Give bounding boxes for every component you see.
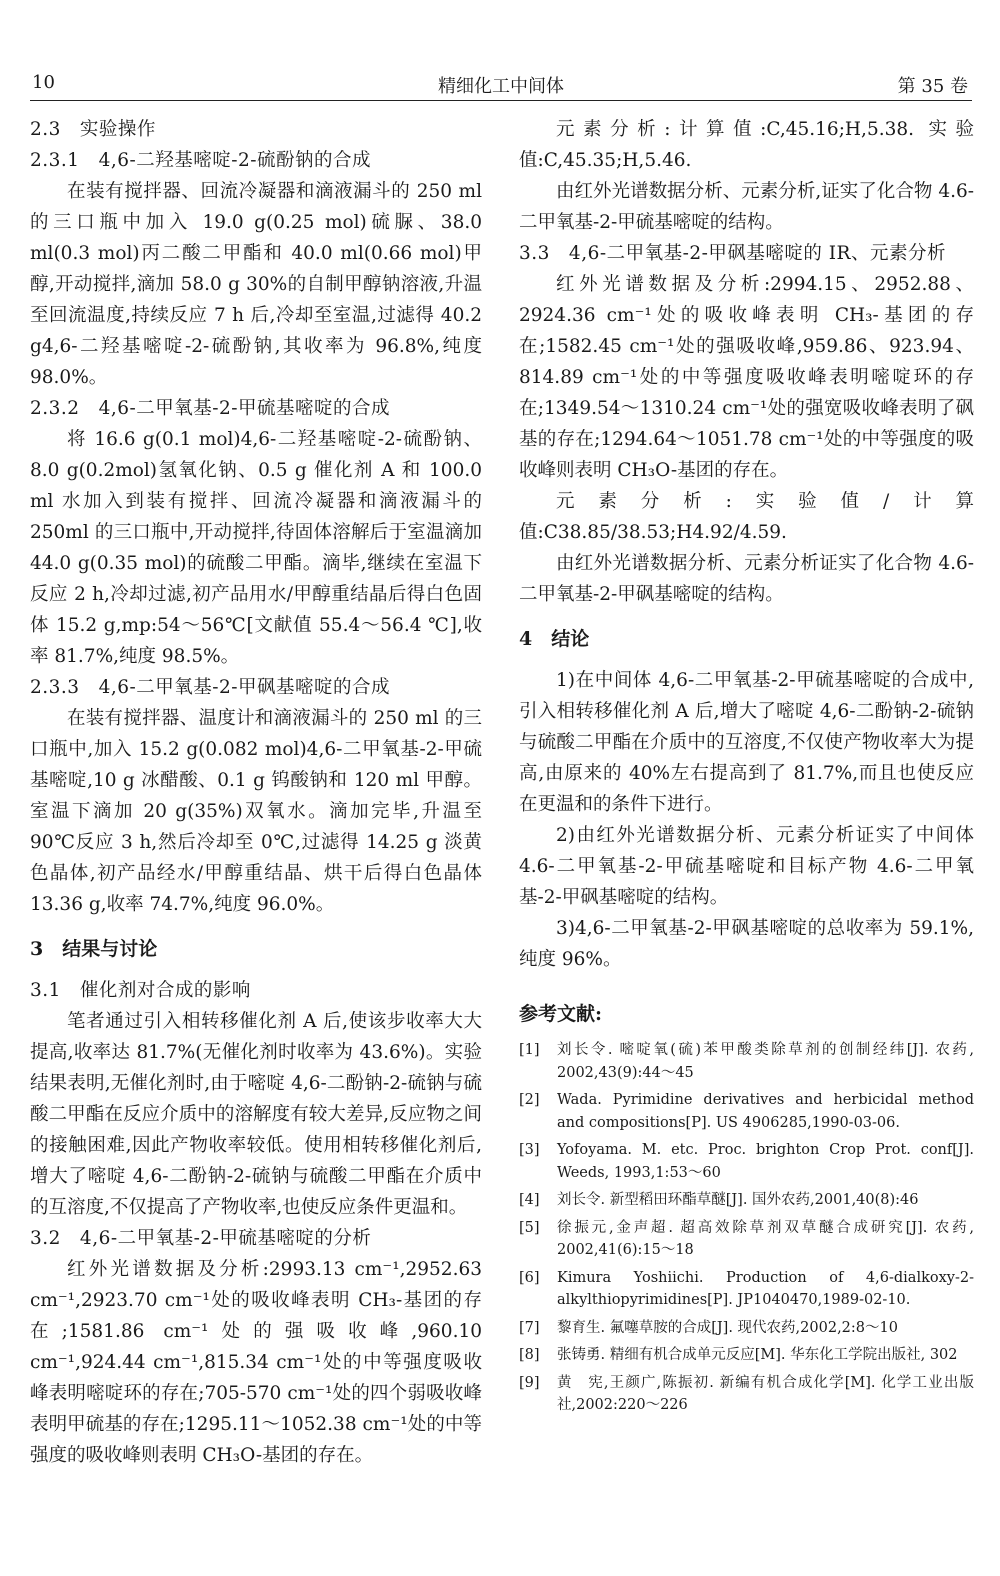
reference-text: Wada. Pyrimidine derivatives and herbicidal method and compositions[P]. US 4906285,1990-03-06. — [557, 1092, 974, 1131]
reference-item — [519, 1089, 974, 1134]
paragraph-catalyst-effect: 笔者通过引入相转移催化剂 A 后,使该步收率大大提高,收率达 81.7%(无催化剂时收率为 43.6%)。实验结果表明,无催化剂时,由于嘧啶 4,6-二酚钠-2-硫钠与硫酸二甲酯在反应介质中的溶解度有较大差异,反应物之间的接触困难,因此产物收率较低。使用相转移催化剂后,增大了嘧啶 4,6-二酚钠-2-硫钠与硫酸二甲酯在介质中的互溶度,不仅提高了产物收率,也使反应条件更温和。 — [30, 1011, 482, 1218]
paragraph-synthesis-1: 在装有搅拌器、回流冷凝器和滴液漏斗的 250 ml 的三口瓶中加入 19.0 g(0.25 mol)硫脲、38.0 ml(0.3 mol)丙二酸二甲酯和 40.0 ml(0.66 mol)甲醇,开动搅拌,滴加 58.0 g 30%的自制甲醇钠溶液,升温至回流温度,持续反应 7 h 后,冷却至室温,过滤得 40.2 g4,6-二羟基嘧啶-2-硫酚钠,其收率为 96.8%,纯度 98.0%。 — [30, 181, 482, 388]
paragraph-elemental-1: 元素分析:计算值:C,45.16;H,5.38. 实验值:C,45.35;H,5.46. — [519, 119, 974, 171]
subsection-heading-2-3-3: 2.3.3 4,6-二甲氧基-2-甲砜基嘧啶的合成 — [30, 677, 391, 698]
reference-number: [1] — [519, 1042, 540, 1058]
reference-item — [519, 1317, 974, 1340]
references-heading: 参考文献: — [519, 1003, 603, 1025]
reference-number: [3] — [519, 1142, 540, 1158]
reference-number: [4] — [519, 1192, 540, 1208]
reference-text: Yofoyama. M. etc. Proc. brighton Crop Prot. conf[J]. Weeds, 1993,1:53～60 — [557, 1142, 974, 1181]
conclusion-3: 3)4,6-二甲氧基-2-甲砜基嘧啶的总收率为 59.1%,纯度 96%。 — [519, 918, 974, 970]
reference-text: 黄 宪,王颜广,陈振初. 新编有机合成化学[M]. 化学工业出版社,2002:220～226 — [557, 1374, 974, 1413]
page-header — [30, 68, 972, 101]
paragraph-synthesis-2: 将 16.6 g(0.1 mol)4,6-二羟基嘧啶-2-硫酚钠、8.0 g(0.2mol)氢氧化钠、0.5 g 催化剂 A 和 100.0 ml 水加入到装有搅拌、回流冷凝器和滴液漏斗的 250ml 的三口瓶中,开动搅拌,待固体溶解后于室温滴加 44.0 g(0.35 mol)的硫酸二甲酯。滴毕,继续在室温下反应 2 h,冷却过滤,初产品用水/甲醇重结晶后得白色固体 15.2 g,mp:54～56℃[文献值 55.4～56.4 ℃],收率 81.7%,纯度 98.5%。 — [30, 429, 482, 667]
right-column — [519, 114, 974, 1422]
conclusion-1: 1)在中间体 4,6-二甲氧基-2-甲硫基嘧啶的合成中,引入相转移催化剂 A 后,增大了嘧啶 4,6-二酚钠-2-硫钠与硫酸二甲酯在介质中的互溶度,不仅使产物收率大为提高,由原来的 40%左右提高到了 81.7%,而且也使反应在更温和的条件下进行。 — [519, 670, 974, 815]
left-column — [30, 114, 482, 1471]
reference-number: [6] — [519, 1269, 540, 1286]
journal-title: 精细化工中间体 — [438, 76, 564, 97]
paragraph-ir-analysis-1: 红外光谱数据及分析:2993.13 cm⁻¹,2952.63 cm⁻¹,2923.70 cm⁻¹处的吸收峰表明 CH₃-基团的存在;1581.86 cm⁻¹处的强吸收峰,960.10 cm⁻¹,924.44 cm⁻¹,815.34 cm⁻¹处的中等强度吸收峰表明嘧啶环的存在;705-570 cm⁻¹处的四个弱吸收峰表明甲硫基的存在;1295.11～1052.38 cm⁻¹处的中等强度的吸收峰则表明 CH₃O-基团的存在。 — [30, 1259, 482, 1466]
reference-item — [519, 1344, 974, 1367]
reference-item — [519, 1372, 974, 1417]
section-heading-2-3: 2.3 实验操作 — [30, 119, 156, 140]
reference-number: [2] — [519, 1092, 540, 1108]
reference-number: [9] — [519, 1374, 540, 1391]
section-heading-3-1: 3.1 催化剂对合成的影响 — [30, 980, 251, 1001]
volume-label: 第 35 卷 — [897, 76, 968, 97]
page-number: 10 — [32, 72, 55, 93]
reference-number: [5] — [519, 1219, 540, 1236]
subsection-heading-2-3-1: 2.3.1 4,6-二羟基嘧啶-2-硫酚钠的合成 — [30, 150, 372, 171]
reference-text: 刘长令. 新型稻田环酯草醚[J]. 国外农药,2001,40(8):46 — [557, 1192, 919, 1208]
paragraph-structure-1: 由红外光谱数据分析、元素分析,证实了化合物 4.6-二甲氧基-2-甲硫基嘧啶的结构。 — [519, 181, 974, 233]
section-heading-3: 3 结果与讨论 — [30, 938, 158, 960]
reference-item — [519, 1139, 974, 1184]
reference-text: 张铸勇. 精细有机合成单元反应[M]. 华东化工学院出版社, 302 — [557, 1347, 958, 1363]
conclusion-2: 2)由红外光谱数据分析、元素分析证实了中间体 4.6-二甲氧基-2-甲硫基嘧啶和目标产物 4.6-二甲氧基-2-甲砜基嘧啶的结构。 — [519, 825, 974, 908]
section-heading-4: 4 结论 — [519, 628, 590, 650]
paragraph-structure-2: 由红外光谱数据分析、元素分析证实了化合物 4.6-二甲氧基-2-甲砜基嘧啶的结构。 — [519, 553, 974, 605]
subsection-heading-2-3-2: 2.3.2 4,6-二甲氧基-2-甲硫基嘧啶的合成 — [30, 398, 391, 419]
reference-item — [519, 1267, 974, 1312]
reference-item — [519, 1189, 974, 1212]
reference-text: 刘长令. 嘧啶氧(硫)苯甲酸类除草剂的创制经纬[J]. 农药, 2002,43(9):44～45 — [557, 1042, 974, 1081]
section-heading-3-3: 3.3 4,6-二甲氧基-2-甲砜基嘧啶的 IR、元素分析 — [519, 243, 946, 264]
section-heading-3-2: 3.2 4,6-二甲氧基-2-甲硫基嘧啶的分析 — [30, 1228, 372, 1249]
reference-text: 徐振元,金声超. 超高效除草剂双草醚合成研究[J]. 农药, 2002,41(6):15～18 — [557, 1219, 974, 1258]
reference-list — [519, 1039, 974, 1417]
reference-item — [519, 1217, 974, 1262]
reference-number: [8] — [519, 1347, 540, 1363]
reference-item — [519, 1039, 974, 1084]
paragraph-elemental-2: 元素分析:实验值/计算值:C38.85/38.53;H4.92/4.59. — [519, 491, 974, 543]
paragraph-synthesis-3: 在装有搅拌器、温度计和滴液漏斗的 250 ml 的三口瓶中,加入 15.2 g(0.082 mol)4,6-二甲氧基-2-甲硫基嘧啶,10 g 冰醋酸、0.1 g 钨酸钠和 120 ml 甲醇。室温下滴加 20 g(35%)双氧水。滴加完毕,升温至 90℃反应 3 h,然后冷却至 0℃,过滤得 14.25 g 淡黄色晶体,初产品经水/甲醇重结晶、烘干后得白色晶体 13.36 g,收率 74.7%,纯度 96.0%。 — [30, 708, 482, 915]
reference-text: Kimura Yoshiichi. Production of 4,6-dialkoxy-2-alkylthiopyrimidines[P]. JP1040470,1989-02-10. — [557, 1269, 974, 1308]
reference-text: 黎育生. 氟噻草胺的合成[J]. 现代农药,2002,2:8～10 — [557, 1319, 898, 1336]
paragraph-ir-analysis-2: 红外光谱数据及分析:2994.15、2952.88、2924.36 cm⁻¹处的吸收峰表明 CH₃-基团的存在;1582.45 cm⁻¹处的强吸收峰,959.86、923.94、814.89 cm⁻¹处的中等强度吸收峰表明嘧啶环的存在;1349.54～1310.24 cm⁻¹处的强宽吸收峰表明了砜基的存在;1294.64～1051.78 cm⁻¹处的中等强度的吸收峰则表明 CH₃O-基团的存在。 — [519, 274, 974, 481]
reference-number: [7] — [519, 1319, 540, 1336]
